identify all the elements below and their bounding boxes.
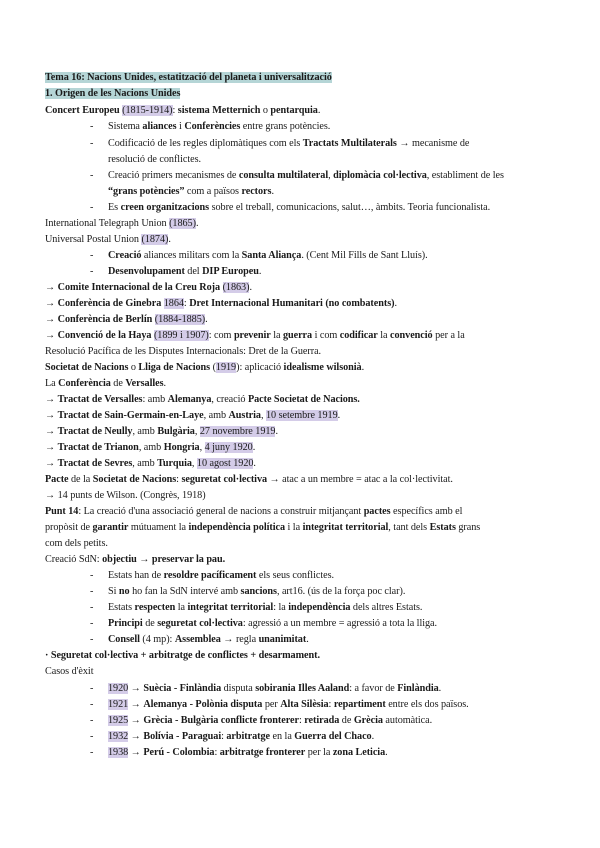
bullet: - bbox=[90, 715, 94, 726]
bullet: - bbox=[90, 634, 94, 645]
case-1921: 1921 → Alemanya - Polònia disputa per Alta Silèsia: repartiment entre els dos països. bbox=[108, 699, 469, 710]
bullet-respecten: Estats respecten la integritat territorial: la independència dels altres Estats. bbox=[108, 602, 423, 613]
bullet: - bbox=[90, 618, 94, 629]
haya-line-cont: Resolució Pacífica de les Disputes Internacionals: Dret de la Guerra. bbox=[45, 346, 322, 357]
bullet: - bbox=[90, 586, 94, 597]
bullet-sancions: Si no ho fan la SdN intervé amb sancions, art16. (ús de la força poc clar). bbox=[108, 586, 406, 597]
bullet: - bbox=[90, 170, 94, 181]
case-1920: 1920 → Suècia - Finlàndia disputa sobirania Illes Aaland: a favor de Finlàndia. bbox=[108, 683, 442, 694]
conferencia-line: La Conferència de Versalles. bbox=[45, 378, 167, 389]
sevres-line: → Tractat de Sevres, amb Turquia, 10 agost 1920. bbox=[45, 458, 256, 469]
bullet-santa-alianca: Creació aliances militars com la Santa Aliança. (Cent Mil Fills de Sant Lluís). bbox=[108, 250, 428, 261]
punts-line: → 14 punts de Wilson. (Congrès, 1918) bbox=[45, 490, 206, 501]
bullet: - bbox=[90, 138, 94, 149]
bullet-aliances: Sistema aliances i Conferències entre grans potències. bbox=[108, 121, 331, 132]
punt14-line-2: propòsit de garantir mútuament la independència política i la integritat territorial, tant dels Estats grans bbox=[45, 522, 481, 533]
case-1938: 1938 → Perú - Colombia: arbitratge fronterer per la zona Leticia. bbox=[108, 747, 388, 758]
casos-heading: Casos d'èxit bbox=[45, 666, 94, 677]
bullet-codificacio: Codificació de les regles diplomàtiques com els Tractats Multilaterals → mecanisme de bbox=[108, 138, 470, 149]
section-heading: 1. Origen de les Nacions Unides bbox=[45, 88, 181, 99]
seguretat-line: · Seguretat col·lectiva + arbitratge de conflictes + desarmament. bbox=[45, 650, 320, 661]
societat-line: Societat de Nacions o Lliga de Nacions (1919): aplicació idealisme wilsonià. bbox=[45, 362, 365, 373]
creacio-sdn-line: Creació SdN: objectiu → preservar la pau. bbox=[45, 554, 226, 565]
bullet: - bbox=[90, 699, 94, 710]
bullet-codificacio-cont: resolució de conflictes. bbox=[108, 154, 201, 165]
bullet-principi: Principi de seguretat col·lectiva: agressió a un membre = agressió a tota la lliga. bbox=[108, 618, 438, 629]
case-1932: 1932 → Bolívia - Paraguai: arbitratge en la Guerra del Chaco. bbox=[108, 731, 375, 742]
bullet-dip: Desenvolupament del DIP Europeu. bbox=[108, 266, 262, 277]
bullet: - bbox=[90, 250, 94, 261]
bullet-estats: Estats han de resoldre pacíficament els seus conflictes. bbox=[108, 570, 335, 581]
postal-line: Universal Postal Union (1874). bbox=[45, 234, 171, 245]
doc-title: Tema 16: Nacions Unides, estatització del planeta i universalització bbox=[45, 72, 332, 83]
comite-line: → Comite Internacional de la Creu Roja (1863). bbox=[45, 282, 252, 293]
versalles-line: → Tractat de Versalles: amb Alemanya, creació Pacte Societat de Nacions. bbox=[45, 394, 360, 405]
bullet: - bbox=[90, 602, 94, 613]
bullet: - bbox=[90, 266, 94, 277]
bullet-organitzacions: Es creen organitzacions sobre el treball, comunicacions, salut…, àmbits. Teoria funcionalista. bbox=[108, 202, 491, 213]
bullet: - bbox=[90, 747, 94, 758]
telegraph-line: International Telegraph Union (1865). bbox=[45, 218, 199, 229]
bullet: - bbox=[90, 121, 94, 132]
berlin-line: → Conferència de Berlín (1884-1885). bbox=[45, 314, 208, 325]
trianon-line: → Tractat de Trianon, amb Hongria, 4 juny 1920. bbox=[45, 442, 256, 453]
bullet: - bbox=[90, 202, 94, 213]
bullet: - bbox=[90, 731, 94, 742]
bullet: - bbox=[90, 570, 94, 581]
bullet-creacio: Creació primers mecanismes de consulta multilateral, diplomàcia col·lectiva, establiment de les bbox=[108, 170, 504, 181]
bullet-creacio-cont: “grans potències” com a països rectors. bbox=[108, 186, 274, 197]
neully-line: → Tractat de Neully, amb Bulgària, 27 novembre 1919. bbox=[45, 426, 278, 437]
bullet-consell: Consell (4 mp): Assemblea → regla unanimitat. bbox=[108, 634, 309, 645]
ginebra-line: → Conferència de Ginebra 1864: Dret Internacional Humanitari (no combatents). bbox=[45, 298, 397, 309]
saint-germain-line: → Tractat de Sain-Germain-en-Laye, amb Austria, 10 setembre 1919. bbox=[45, 410, 341, 421]
punt14-line-3: com dels petits. bbox=[45, 538, 108, 549]
haya-line: → Convenció de la Haya (1899 i 1907): com prevenir la guerra i com codificar la convenció per a la bbox=[45, 330, 465, 341]
bullet: - bbox=[90, 683, 94, 694]
pacte-line: Pacte de la Societat de Nacions: seguretat col·lectiva → atac a un membre = atac a la col·lectivitat. bbox=[45, 474, 453, 485]
punt14-line: Punt 14: La creació d'una associació general de nacions a construir mitjançant pactes específics amb el bbox=[45, 506, 463, 517]
case-1925: 1925 → Grècia - Bulgària conflicte fronterer: retirada de Grècia automàtica. bbox=[108, 715, 433, 726]
concert-line: Concert Europeu (1815-1914): sistema Metternich o pentarquia. bbox=[45, 105, 321, 116]
